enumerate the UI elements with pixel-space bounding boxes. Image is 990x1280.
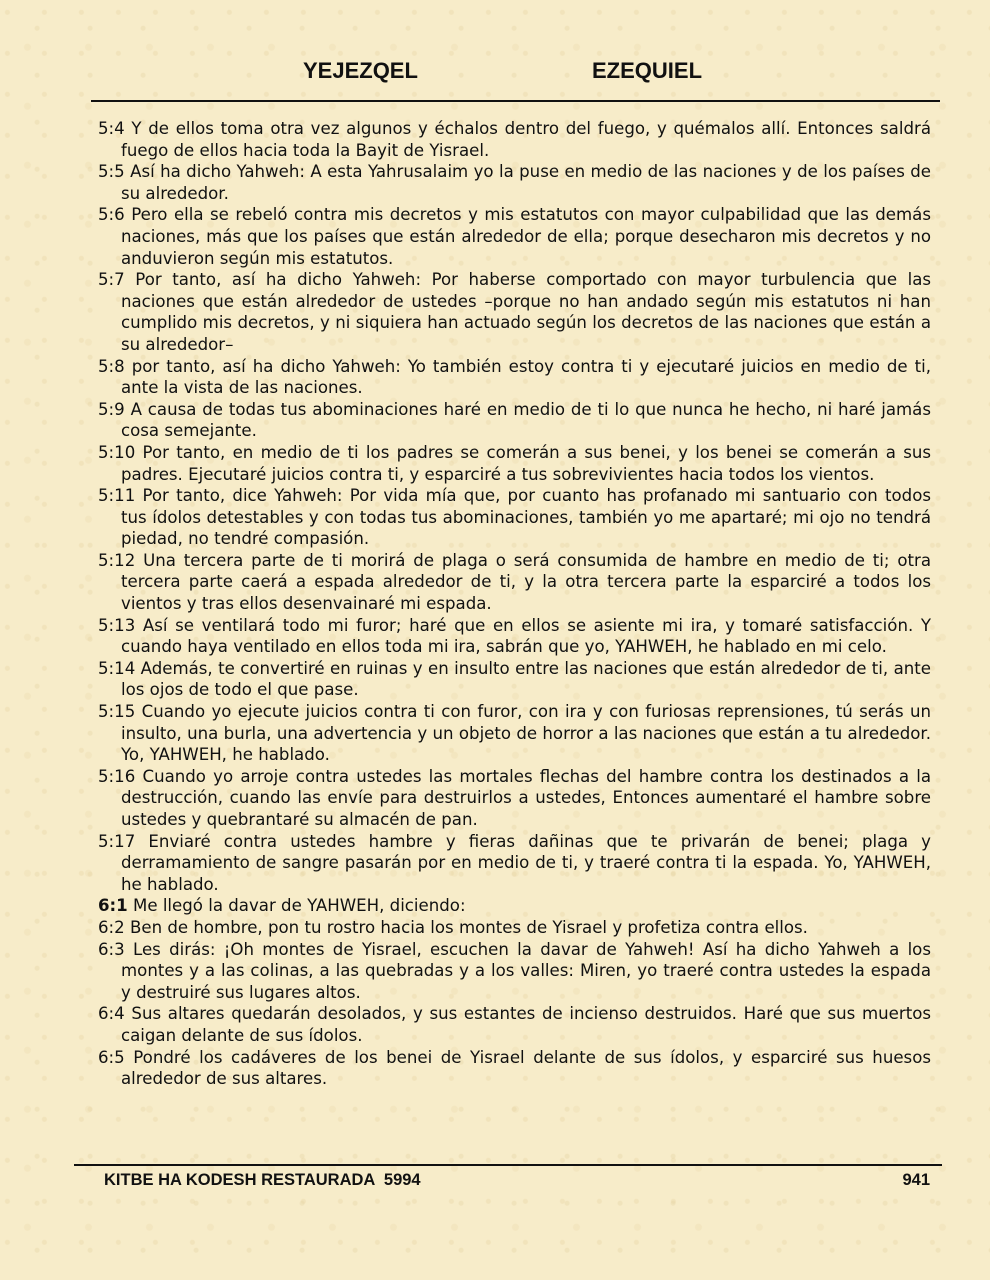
verse-text: Por tanto, así ha dicho Yahweh: Por haberse comportado con mayor turbulencia que las naciones que están alrededor de ustedes –porque no han andado según mis estatutos ni han cumplido mis decretos, y ni siquiera han actuado según los decretos de las naciones que están a su alrededor–: [121, 270, 932, 354]
verse-reference: 6:3: [98, 939, 125, 959]
verse-paragraph: [98, 204, 931, 269]
verse-paragraph: [98, 1003, 931, 1046]
header-hebrew-title: YEJEZQEL: [303, 58, 418, 83]
verse-paragraph: [98, 766, 931, 831]
verse-text: Una tercera parte de ti morirá de plaga o será consumida de hambre en medio de ti; otra tercera parte caerá a espada alrededor de ti, y la otra tercera parte la esparciré a todos los vientos y tras ellos desenvainaré mi espada.: [121, 550, 931, 614]
verse-reference: 5:12: [98, 550, 136, 570]
header-spanish-title: EZEQUIEL: [592, 58, 703, 83]
verse-text: Ben de hombre, pon tu rostro hacia los montes de Yisrael y profetiza contra ellos.: [130, 917, 808, 937]
verse-text: Por tanto, en medio de ti los padres se comerán a sus benei, y los benei se comerán a sus padres. Ejecutaré juicios contra ti, y esparciré a tus sobrevivientes hacia todos los vientos.: [121, 442, 932, 484]
verse-list: [98, 118, 931, 1090]
verse-reference: 6:2: [98, 917, 125, 937]
verse-reference: 5:9: [98, 399, 125, 419]
verse-reference: 5:7: [98, 270, 125, 290]
verse-paragraph: [98, 485, 931, 550]
verse-paragraph: [98, 895, 931, 917]
verse-reference: 6:1: [98, 896, 128, 916]
verse-text: Así se ventilará todo mi furor; haré que en ellos se asiente mi ira, y tomaré satisfacción. Y cuando haya ventilado en ellos toda mi ira, sabrán que yo, YAHWEH, he hablado en mi celo.: [121, 615, 931, 657]
verse-reference: 6:5: [98, 1047, 125, 1067]
verse-paragraph: [98, 939, 931, 1004]
verse-reference: 5:14: [98, 658, 136, 678]
verse-text: Pero ella se rebeló contra mis decretos y mis estatutos con mayor culpabilidad que las demás naciones, más que los países que están alrededor de ella; porque desecharon mis decretos y no anduvieron según mis estatutos.: [121, 205, 931, 268]
verse-text: Así ha dicho Yahweh: A esta Yahrusalaim yo la puse en medio de las naciones y de los países de su alrededor.: [121, 162, 931, 203]
verse-text: Enviaré contra ustedes hambre y fieras dañinas que te privarán de benei; plaga y derramamiento de sangre pasarán por en medio de ti, y traeré contra ti la espada. Yo, YAHWEH, he hablado.: [121, 831, 931, 894]
verse-paragraph: [98, 701, 931, 766]
verse-reference: 5:11: [98, 486, 136, 506]
verse-reference: 5:15: [98, 702, 136, 722]
verse-reference: 5:6: [98, 205, 125, 225]
verse-reference: 5:5: [98, 162, 125, 182]
verse-paragraph: [98, 442, 931, 485]
page-header: [0, 58, 990, 92]
verse-reference: 5:16: [98, 766, 136, 786]
verse-paragraph: [98, 831, 931, 896]
verse-paragraph: [98, 658, 931, 701]
footer-rule: [74, 1164, 942, 1166]
verse-paragraph: [98, 399, 931, 442]
verse-text: Por tanto, dice Yahweh: Por vida mía que, por cuanto has profanado mi santuario con todos tus ídolos detestables y con todas tus abominaciones, también yo me apartaré; mi ojo no tendrá piedad, no tendré compasión.: [121, 486, 932, 549]
verse-text: Además, te convertiré en ruinas y en insulto entre las naciones que están alrededor de ti, ante los ojos de todo el que pase.: [121, 658, 931, 700]
verse-paragraph: [98, 550, 931, 615]
verse-text: Les dirás: ¡Oh montes de Yisrael, escuchen la davar de Yahweh! Así ha dicho Yahweh a los montes y a las colinas, a las quebradas y a los valles: Miren, yo traeré contra ustedes la espada y destruiré sus lugares altos.: [121, 939, 931, 1002]
verse-text: Y de ellos toma otra vez algunos y échalos dentro del fuego, y quémalos allí. Entonces saldrá fuego de ellos hacia toda la Bayit de Yisrael.: [121, 119, 931, 160]
verse-text: por tanto, así ha dicho Yahweh: Yo también estoy contra ti y ejecutaré juicios en medio de ti, ante la vista de las naciones.: [121, 356, 932, 398]
verse-paragraph: [98, 356, 931, 399]
verse-paragraph: [98, 917, 931, 939]
verse-reference: 5:4: [98, 119, 125, 138]
verse-text: Cuando yo ejecute juicios contra ti con furor, con ira y con furiosas reprensiones, tú serás un insulto, una burla, una advertencia y un objeto de horror a las naciones que están a tu alrededor. Yo, YAHWEH, he hablado.: [121, 702, 931, 765]
verse-reference: 6:4: [98, 1004, 125, 1024]
verse-text: Sus altares quedarán desolados, y sus estantes de incienso destruidos. Haré que sus muertos caigan delante de sus ídolos.: [121, 1004, 932, 1045]
verse-text: Cuando yo arroje contra ustedes las mortales flechas del hambre contra los destinados a la destrucción, cuando las envíe para destruirlos a ustedes, Entonces aumentaré el hambre sobre ustedes y quebrantaré su almacén de pan.: [121, 766, 931, 829]
verse-paragraph: [98, 269, 931, 355]
verse-paragraph: [98, 161, 931, 204]
verse-paragraph: [98, 1047, 931, 1090]
verse-paragraph: [98, 615, 931, 658]
verse-reference: 5:13: [98, 615, 136, 635]
header-rule: [91, 100, 940, 102]
verse-text: Pondré los cadáveres de los benei de Yisrael delante de sus ídolos, y esparciré sus huesos alrededor de sus altares.: [121, 1047, 931, 1089]
verse-paragraph: [98, 118, 931, 161]
verse-text: A causa de todas tus abominaciones haré en medio de ti lo que nunca he hecho, ni haré jamás cosa semejante.: [121, 399, 931, 441]
verse-reference: 5:10: [98, 442, 136, 462]
verse-reference: 5:8: [98, 356, 125, 376]
verse-text: Me llegó la davar de YAHWEH, diciendo:: [133, 896, 466, 916]
verse-reference: 5:17: [98, 831, 136, 851]
footer-book-title: KITBE HA KODESH RESTAURADA 5994: [104, 1171, 421, 1189]
page-number: 941: [902, 1171, 930, 1189]
